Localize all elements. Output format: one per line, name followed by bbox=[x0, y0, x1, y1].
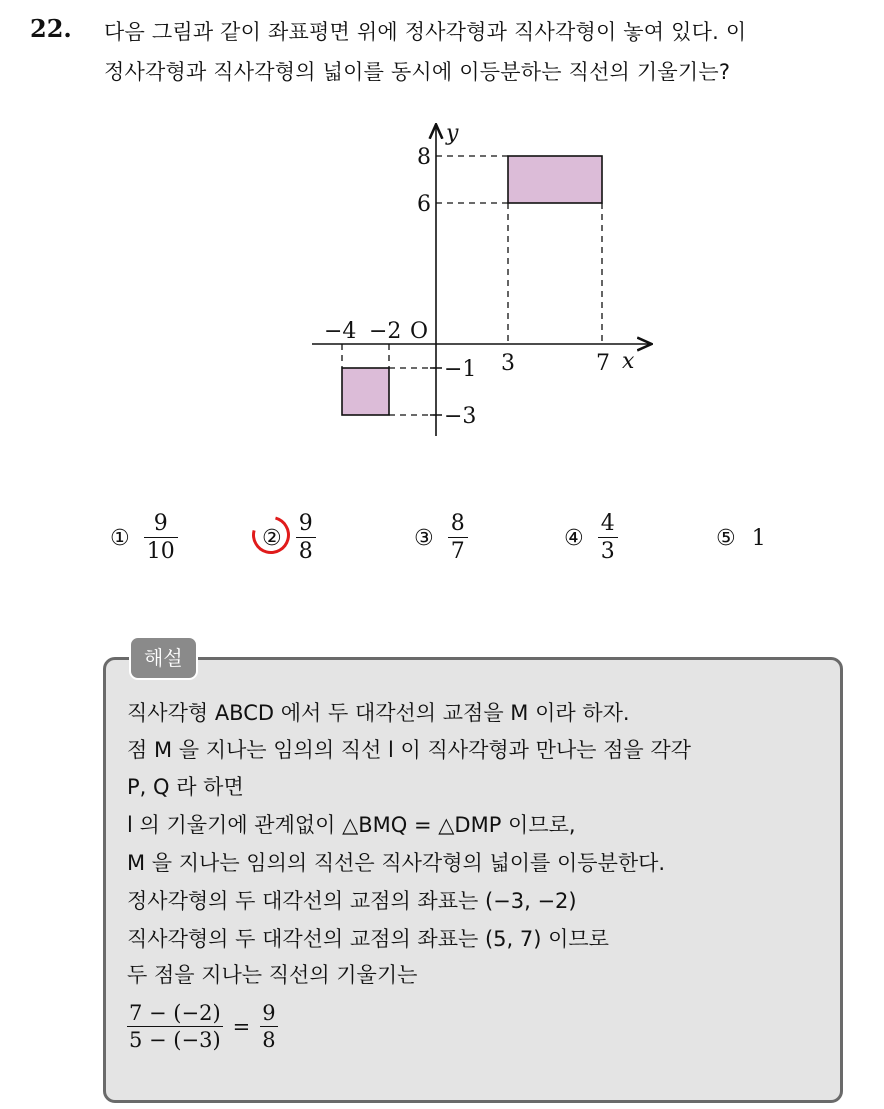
choice-number: ③ bbox=[414, 525, 434, 551]
coordinate-figure bbox=[300, 118, 660, 448]
question-text-line-1: 다음 그림과 같이 좌표평면 위에 정사각형과 직사각형이 놓여 있다. 이 bbox=[104, 20, 747, 44]
choice-4[interactable] bbox=[564, 505, 618, 571]
choice-fraction: $\frac{4}{3}$ bbox=[598, 511, 618, 566]
tick-label-y6: 6 bbox=[417, 192, 431, 217]
solution-tag: 해설 bbox=[129, 636, 198, 680]
choice-fraction: $\frac{8}{7}$ bbox=[448, 511, 468, 566]
choice-value: 1 bbox=[751, 525, 766, 551]
tick-label-x7: 7 bbox=[596, 351, 610, 376]
choice-fraction: $\frac{9}{10}$ bbox=[144, 511, 178, 566]
choice-number: ④ bbox=[564, 525, 584, 551]
tick-label-yneg3: −3 bbox=[444, 404, 477, 429]
choice-2[interactable] bbox=[262, 505, 316, 571]
y-axis-label: y bbox=[446, 121, 459, 146]
solution-line-3: P, Q 라 하면 bbox=[127, 775, 244, 799]
question-text-line-2: 정사각형과 직사각형의 넓이를 동시에 이등분하는 직선의 기울기는? bbox=[104, 60, 731, 84]
tick-label-xneg4: −4 bbox=[324, 319, 357, 344]
choice-3[interactable] bbox=[414, 505, 468, 571]
solution-line-8: 두 점을 지나는 직선의 기울기는 bbox=[127, 963, 418, 987]
formula-result-numerator: 9 bbox=[262, 1001, 276, 1025]
formula-numerator: 7 − (−2) bbox=[129, 1001, 221, 1025]
solution-line-6: 정사각형의 두 대각선의 교점의 좌표는 (−3, −2) bbox=[127, 889, 577, 913]
solution-line-7: 직사각형의 두 대각선의 교점의 좌표는 (5, 7) 이므로 bbox=[127, 927, 609, 951]
rectangle-shape bbox=[508, 156, 602, 203]
tick-label-xneg2: −2 bbox=[369, 319, 402, 344]
x-axis-label: x bbox=[622, 349, 635, 374]
formula-equals: = bbox=[232, 1014, 251, 1039]
solution-formula bbox=[127, 1000, 278, 1053]
solution-line-1: 직사각형 ABCD 에서 두 대각선의 교점을 M 이라 하자. bbox=[127, 701, 630, 725]
square-shape bbox=[342, 368, 389, 415]
origin-label: O bbox=[410, 319, 429, 344]
formula-result-denominator: 8 bbox=[262, 1028, 276, 1052]
choice-1[interactable] bbox=[110, 505, 178, 571]
tick-label-x3: 3 bbox=[501, 351, 515, 376]
formula-denominator: 5 − (−3) bbox=[129, 1028, 221, 1052]
choice-number: ⑤ bbox=[716, 525, 736, 551]
choice-fraction: $\frac{9}{8}$ bbox=[296, 511, 316, 566]
solution-line-4: l 의 기울기에 관계없이 △BMQ = △DMP 이므로, bbox=[127, 813, 576, 837]
choice-number: ① bbox=[110, 525, 130, 551]
choice-5[interactable] bbox=[716, 505, 766, 571]
solution-line-5: M 을 지나는 임의의 직선은 직사각형의 넓이를 이등분한다. bbox=[127, 851, 666, 875]
answer-circle-mark bbox=[245, 509, 297, 561]
question-number: 22. bbox=[30, 14, 72, 43]
tick-label-y8: 8 bbox=[417, 145, 431, 170]
tick-label-yneg1: −1 bbox=[444, 357, 477, 382]
solution-line-2: 점 M 을 지나는 임의의 직선 l 이 직사각형과 만나는 점을 각각 bbox=[127, 738, 691, 762]
choice-number: ② bbox=[262, 525, 282, 551]
